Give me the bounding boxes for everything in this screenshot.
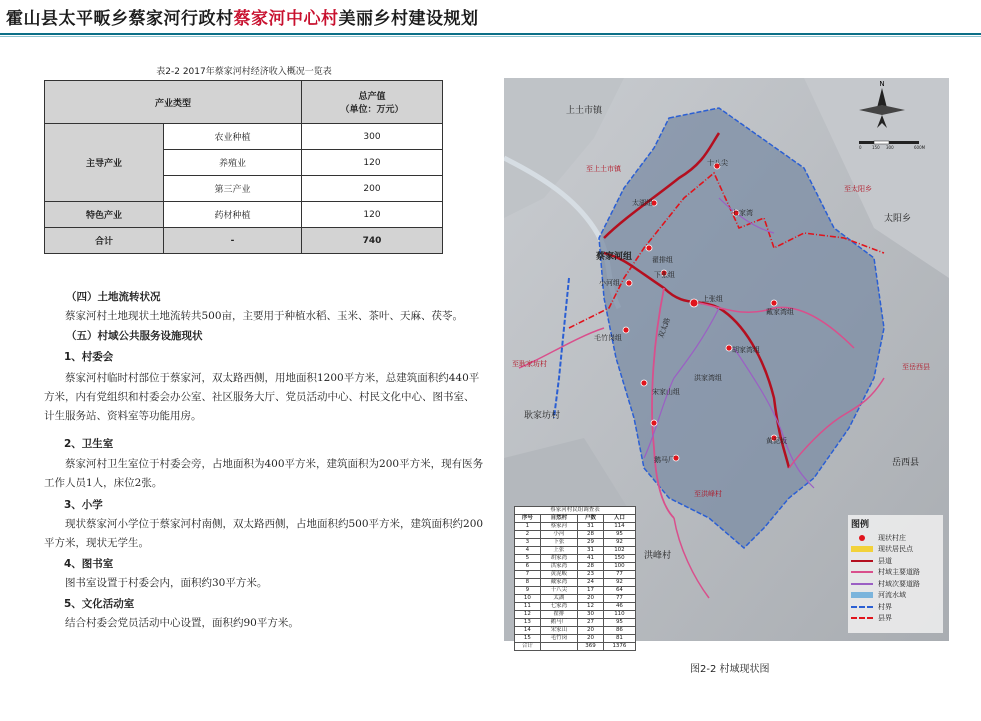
subsection-heading: 3、小学 — [64, 499, 103, 511]
pop-row — [515, 579, 636, 587]
pop-row — [515, 603, 636, 611]
village-marker — [771, 300, 777, 306]
row-value: 120 — [302, 202, 443, 228]
village-marker — [651, 420, 657, 426]
north-label: N — [879, 80, 885, 88]
legend-item — [848, 567, 943, 579]
pop-header: 自然村 — [540, 515, 577, 523]
row-value: 200 — [302, 176, 443, 202]
title-highlight: 蔡家河中心村 — [233, 9, 339, 29]
pop-total-label: 合计 — [515, 643, 541, 651]
legend-label: 村域主要道路 — [878, 568, 920, 577]
pop-cell: 46 — [603, 603, 635, 611]
village-marker — [646, 245, 652, 251]
road-label: 双太路 — [657, 316, 672, 340]
group-special-industry: 特色产业 — [45, 202, 164, 228]
legend-item — [848, 601, 943, 613]
pop-cell: 翟排 — [540, 611, 577, 619]
table-header-value-line1: 总产值 — [358, 92, 386, 102]
legend-item — [848, 613, 943, 625]
pop-cell: 86 — [603, 627, 635, 635]
pop-row — [515, 563, 636, 571]
legend-swatch — [859, 535, 865, 541]
pop-cell: 28 — [578, 531, 604, 539]
pop-cell: 102 — [603, 547, 635, 555]
legend-label: 县界 — [878, 614, 892, 623]
place-label: 上土市镇 — [566, 106, 603, 116]
legend-label: 河流水域 — [878, 591, 906, 600]
paragraph: 蔡家河村临时村部位于蔡家河，双太路西侧，用地面积1200平方米，总建筑面积约440平方米，内有党组织和村委会办公室、社区服务大厅、党员活动中心、村民文化中心、图书室、计生服务站、资料室等功能用房。 — [44, 372, 480, 422]
pop-row — [515, 627, 636, 635]
pop-header: 户数 — [578, 515, 604, 523]
pop-cell: 77 — [603, 595, 635, 603]
pop-cell: 110 — [603, 611, 635, 619]
legend-item — [848, 578, 943, 590]
village-marker — [626, 280, 632, 286]
pop-cell: 28 — [578, 563, 604, 571]
direction-label: 至上土市镇 — [586, 165, 621, 173]
pop-cell: 七家湾 — [540, 603, 577, 611]
pop-cell: 7 — [515, 571, 541, 579]
row-name: 第三产业 — [164, 176, 302, 202]
pop-cell: 64 — [603, 587, 635, 595]
pop-cell: 毛竹岗 — [540, 635, 577, 643]
pop-cell: 9 — [515, 587, 541, 595]
legend-swatch — [851, 583, 873, 585]
pop-row — [515, 547, 636, 555]
pop-cell: 77 — [603, 571, 635, 579]
pop-cell: 12 — [578, 603, 604, 611]
pop-cell: 5 — [515, 555, 541, 563]
pop-cell: 下张 — [540, 539, 577, 547]
village-marker — [623, 327, 629, 333]
pop-cell: 17 — [578, 587, 604, 595]
section-heading: （四）土地流转状况 — [66, 291, 161, 303]
total-dash: - — [164, 228, 302, 254]
paragraph: 蔡家河村土地现状土地流转共500亩，主要用于种植水稻、玉米、茶叶、天麻、茯苓。 — [65, 310, 464, 322]
pop-cell: 30 — [578, 611, 604, 619]
village-label: 宋家山组 — [652, 388, 680, 396]
pop-cell: 20 — [578, 627, 604, 635]
pop-row — [515, 635, 636, 643]
pop-cell: 1 — [515, 523, 541, 531]
pop-cell: 13 — [515, 619, 541, 627]
pop-cell: 15 — [515, 635, 541, 643]
map-legend — [848, 515, 943, 633]
legend-swatch — [851, 546, 873, 552]
row-name: 农业种植 — [164, 124, 302, 150]
pop-cell: 14 — [515, 627, 541, 635]
pop-cell: 92 — [603, 579, 635, 587]
village-label: 小河组 — [599, 279, 620, 287]
pop-total-cell — [540, 643, 577, 651]
village-label: 蔡家河组 — [596, 252, 633, 262]
pop-row — [515, 523, 636, 531]
pop-cell: 上张 — [540, 547, 577, 555]
scale-label: 150 — [872, 145, 880, 150]
pop-cell: 31 — [578, 523, 604, 531]
village-label: 戴家湾组 — [766, 308, 794, 316]
village-label: 翟排组 — [652, 256, 673, 264]
pop-cell: 胡家湾 — [540, 555, 577, 563]
pop-row — [515, 595, 636, 603]
village-marker — [641, 380, 647, 386]
legend-label: 现状居民点 — [878, 545, 913, 554]
subsection-heading: 2、卫生室 — [64, 438, 114, 450]
paragraph: 图书室设置于村委会内，面积约30平方米。 — [65, 577, 268, 589]
place-label: 太阳乡 — [884, 214, 912, 224]
legend-swatch — [851, 571, 873, 573]
legend-item — [848, 555, 943, 567]
pop-row — [515, 619, 636, 627]
legend-swatch — [851, 617, 873, 619]
legend-label: 县道 — [878, 556, 892, 565]
pop-row — [515, 555, 636, 563]
pop-header: 序号 — [515, 515, 541, 523]
direction-label: 至耿家坊村 — [512, 360, 547, 368]
pop-cell: 23 — [578, 571, 604, 579]
subsection-heading: 1、村委会 — [64, 351, 114, 363]
village-label: 七家湾 — [732, 209, 753, 217]
pop-cell: 95 — [603, 619, 635, 627]
pop-cell: 20 — [578, 635, 604, 643]
group-leading-industry: 主导产业 — [45, 124, 164, 202]
section-heading: （五）村域公共服务设施现状 — [66, 330, 203, 342]
pop-cell: 81 — [603, 635, 635, 643]
pop-cell: 4 — [515, 547, 541, 555]
direction-label: 至岳西县 — [902, 363, 930, 371]
title-part1: 霍山县太平畈乡蔡家河行政村 — [6, 9, 234, 29]
page-title — [6, 4, 479, 32]
pop-table-title: 蔡家河村民组调查表 — [515, 507, 636, 515]
row-name: 养殖业 — [164, 150, 302, 176]
pop-cell: 29 — [578, 539, 604, 547]
legend-swatch — [851, 560, 873, 562]
village-label: 胡家湾组 — [732, 346, 760, 354]
subsection-heading: 5、文化活动室 — [64, 598, 135, 610]
pop-cell: 100 — [603, 563, 635, 571]
paragraph: 结合村委会党员活动中心设置，面积约90平方米。 — [65, 617, 299, 629]
place-label: 洪峰村 — [644, 551, 672, 561]
population-table — [514, 506, 636, 651]
paragraph: 现状蔡家河小学位于蔡家河村南侧，双太路西侧，占地面积约500平方米，建筑面积约200平方米，现状无学生。 — [44, 518, 484, 549]
pop-cell: 31 — [578, 547, 604, 555]
pop-cell: 洪家湾 — [540, 563, 577, 571]
direction-label: 至洪峰村 — [694, 490, 722, 498]
pop-cell: 宋家山 — [540, 627, 577, 635]
pop-cell: 蔡家河 — [540, 523, 577, 531]
pop-row — [515, 571, 636, 579]
pop-row — [515, 539, 636, 547]
scale-label: 0 — [859, 145, 862, 150]
pop-row — [515, 587, 636, 595]
village-label: 十八尖 — [707, 159, 728, 167]
village-label: 毛竹岗组 — [594, 334, 622, 342]
pop-cell: 24 — [578, 579, 604, 587]
village-label: 鹅马厂 — [654, 456, 675, 464]
village-label: 黄泥坂 — [766, 437, 787, 445]
pop-header: 人口 — [603, 515, 635, 523]
pop-total-population: 1376 — [603, 643, 635, 651]
pop-row — [515, 531, 636, 539]
title-part2: 美丽乡村建设规划 — [338, 9, 479, 29]
legend-item — [848, 532, 943, 544]
pop-cell: 小河 — [540, 531, 577, 539]
pop-cell: 11 — [515, 603, 541, 611]
pop-cell: 10 — [515, 595, 541, 603]
legend-swatch — [851, 592, 873, 598]
pop-cell: 太湖 — [540, 595, 577, 603]
pop-cell: 3 — [515, 539, 541, 547]
table-header-value-line2: （单位：万元） — [340, 105, 404, 115]
pop-cell: 95 — [603, 531, 635, 539]
row-value: 120 — [302, 150, 443, 176]
legend-item — [848, 590, 943, 602]
header-rule-thin — [0, 36, 981, 37]
pop-cell: 114 — [603, 523, 635, 531]
legend-label: 现状村庄 — [878, 533, 906, 542]
pop-cell: 92 — [603, 539, 635, 547]
pop-cell: 十八尖 — [540, 587, 577, 595]
row-name: 药材种植 — [164, 202, 302, 228]
pop-table-body — [515, 523, 636, 643]
village-label: 上张组 — [702, 295, 723, 303]
legend-list — [848, 532, 943, 624]
table-header-value — [302, 81, 443, 124]
scale-label: 600M — [914, 145, 926, 150]
pop-total-households: 369 — [578, 643, 604, 651]
pop-cell: 41 — [578, 555, 604, 563]
total-value: 740 — [302, 228, 443, 254]
pop-row — [515, 611, 636, 619]
pop-cell: 黄泥畈 — [540, 571, 577, 579]
pop-cell: 27 — [578, 619, 604, 627]
pop-cell: 戴家湾 — [540, 579, 577, 587]
pop-cell: 20 — [578, 595, 604, 603]
pop-cell: 8 — [515, 579, 541, 587]
place-label: 岳西县 — [892, 458, 920, 468]
village-label: 太湖组 — [632, 199, 653, 207]
pop-cell: 6 — [515, 563, 541, 571]
direction-label: 至太阳乡 — [844, 185, 872, 193]
legend-label: 村域次要道路 — [878, 579, 920, 588]
village-label: 洪家湾组 — [694, 374, 722, 382]
scale-bar — [859, 141, 919, 144]
legend-title: 图例 — [851, 520, 870, 530]
figure-caption: 图2-2 村域现状图 — [690, 664, 770, 675]
pop-cell: 150 — [603, 555, 635, 563]
legend-swatch — [851, 606, 873, 608]
pop-cell: 鹅马厂 — [540, 619, 577, 627]
economic-income-table — [44, 80, 443, 254]
scale-label: 300 — [886, 145, 894, 150]
place-label: 耿家坊村 — [524, 411, 561, 421]
subsection-heading: 4、图书室 — [64, 558, 114, 570]
paragraph: 蔡家河村卫生室位于村委会旁，占地面积为400平方米，建筑面积为200平方米，现有医务工作人员1人，床位2张。 — [44, 458, 484, 489]
pop-cell: 12 — [515, 611, 541, 619]
legend-item — [848, 544, 943, 556]
legend-label: 村界 — [878, 602, 892, 611]
total-label: 合计 — [45, 228, 164, 254]
village-label: 下张组 — [654, 271, 675, 279]
header-rule — [0, 33, 981, 35]
pop-cell: 2 — [515, 531, 541, 539]
table-header-type: 产业类型 — [45, 81, 302, 124]
row-value: 300 — [302, 124, 443, 150]
table-caption: 表2-2 2017年蔡家河村经济收入概况一览表 — [156, 67, 332, 77]
village-marker — [690, 299, 698, 307]
